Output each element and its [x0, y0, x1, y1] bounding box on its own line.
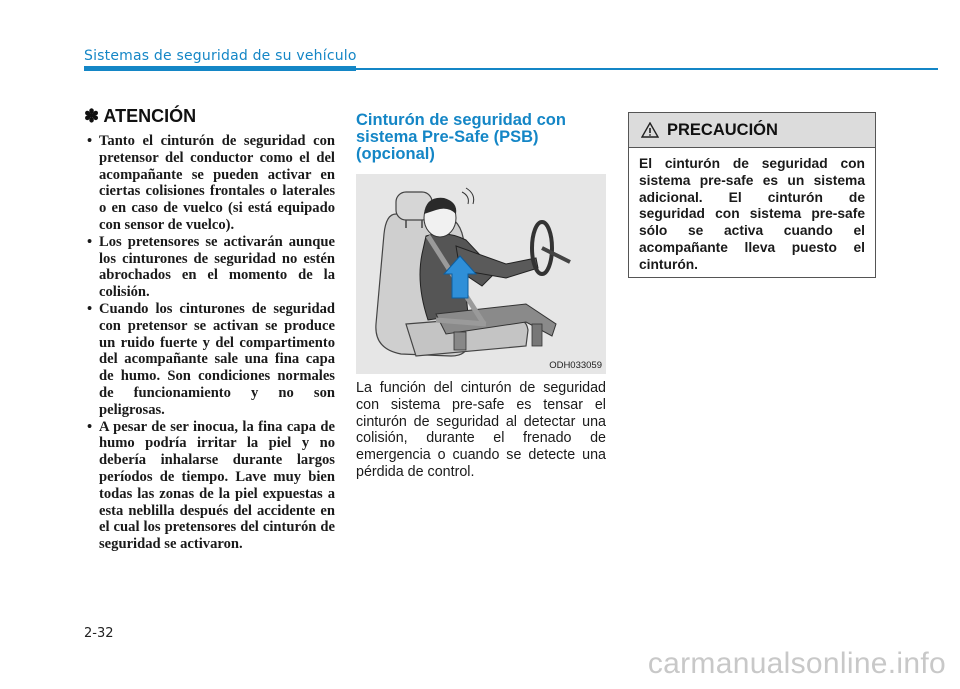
attention-item-text: Tanto el cinturón de seguridad con pretensor del conductor como el del acompañante se pueden activar en ciertas colisiones frontales o laterales o en caso de vuelco (si está equipado con sensor de vuelco). [99, 133, 335, 233]
attention-column [84, 106, 335, 553]
bullet-icon: • [87, 233, 93, 250]
bullet-icon: • [87, 418, 93, 435]
header-rule-thin [356, 68, 938, 70]
watermark: carmanualsonline.info [647, 647, 946, 680]
attention-item [84, 234, 335, 301]
attention-list [84, 133, 335, 553]
psb-heading: Cinturón de seguridad con sistema Pre-Safe (PSB) (opcional) [356, 111, 566, 163]
header-rule-thick [84, 66, 356, 71]
caution-title: PRECAUCIÓN [667, 120, 778, 139]
caution-box [628, 112, 876, 278]
psb-body-text: La función del cinturón de seguridad con sistema pre-safe es tensar el cinturón de seguridad al detectar una colisión, durante el frenado de emergencia o cuando se detecte una pérdida de control. [356, 380, 606, 480]
attention-item [84, 419, 335, 553]
caution-header [629, 113, 875, 148]
psb-column [356, 111, 606, 480]
attention-heading: ✽ ATENCIÓN [84, 106, 197, 126]
figure-code: ODH033059 [549, 360, 602, 371]
caution-body-text: El cinturón de seguridad con sistema pre-safe es un sistema adicional. El cinturón de seguridad con sistema pre-safe sólo se activa cuando el acompañante lleva puesto el cinturón. [639, 156, 865, 272]
attention-item-text: Los pretensores se activarán aunque los cinturones de seguridad no estén abrochados en el momento de la colisión. [99, 233, 335, 301]
page-number: 2-32 [84, 626, 114, 641]
bullet-icon: • [87, 133, 93, 149]
section-title: Sistemas de seguridad de su vehículo [84, 48, 357, 64]
attention-item-text: Cuando los cinturones de seguridad con pretensor se activan se produce un ruido fuerte y del compartimento del acompañante sale una fina capa de humo. Son condiciones normales de funcionamiento y no son peligrosas. [99, 300, 335, 418]
attention-item [84, 301, 335, 419]
seatbelt-figure [356, 174, 606, 374]
bullet-icon: • [87, 300, 93, 317]
attention-item-text: A pesar de ser inocua, la fina capa de humo podría irritar la piel y no debería inhalarse durante largos períodos de tiempo. Lave muy bien todas las zonas de la piel expuestas a esta neblilla después del accidente en el cual los pretensores del cinturón de seguridad se activaron. [99, 418, 335, 553]
driver-seatbelt-illustration [356, 174, 606, 374]
warning-triangle-icon [641, 122, 659, 138]
attention-item [84, 133, 335, 234]
